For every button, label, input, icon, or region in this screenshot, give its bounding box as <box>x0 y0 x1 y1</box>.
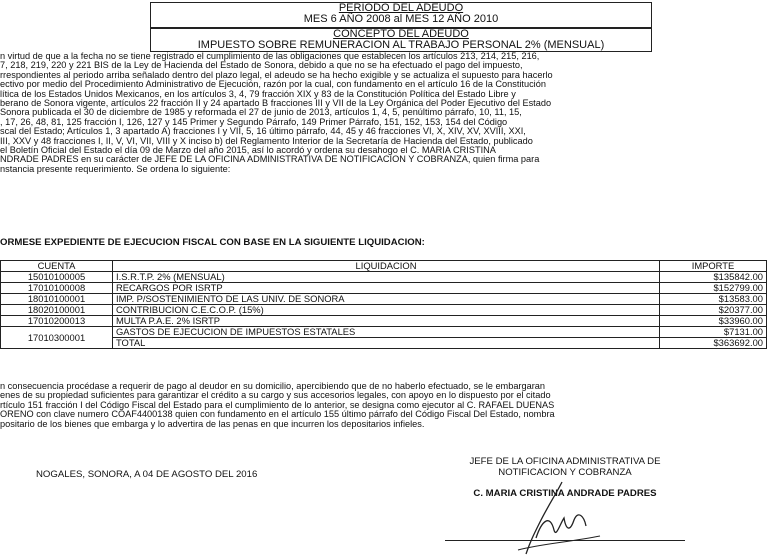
concept-cell: RECARGOS POR ISRTP <box>113 283 660 294</box>
total-label: TOTAL <box>113 338 660 349</box>
header-liquidation: LIQUIDACION <box>113 261 660 272</box>
amount-cell: $33960.00 <box>660 316 767 327</box>
signer-name: C. MARIA CRISTINA ANDRADE PADRES <box>473 488 657 499</box>
total-amount: $363692.00 <box>660 338 767 349</box>
paragraph-line: scal del Estado; Artículos 1, 3 apartado A) fracciones I y VII, 5, 16 último párrafo, 44, 45 y 46 fracciones VI, X, XIV, XV, XVIII, XXI, <box>0 127 526 137</box>
paragraph-line: n virtud de que a la fecha no se tiene registrado el cumplimiento de las obligaciones que establecen los artículos 213, 214, 215, 216, <box>0 52 540 61</box>
paragraph-line: n consecuencia procédase a requerir de pago al deudor en su domicilio, apercibiendo que de no haberlo efectuado, se le embargaran <box>0 382 545 391</box>
paragraph-line: 7, 218, 219, 220 y 221 BIS de la Ley de Hacienda del Estado de Sonora, debido a que no se ha efectuado el pago del impuesto, <box>0 61 523 71</box>
paragraph-line: ectivo por medio del Procedimiento Administrativo de Ejecución, razón por la cual, con fundamento en el artículo 16 de la Constitución <box>0 80 546 90</box>
paragraph-line: rrespondientes al periodo arriba señalado dentro del plazo legal, el adeudo se ha hecho exigible y se actualiza el supuesto para hacerlo <box>0 70 553 80</box>
table-row <box>1 327 767 338</box>
handwritten-signature <box>500 480 620 556</box>
period-range: MES 6 AÑO 2008 al MES 12 AÑO 2010 <box>303 13 499 25</box>
table-row <box>1 283 767 294</box>
header-amount: IMPORTE <box>660 261 767 272</box>
account-cell: 17010100008 <box>1 283 113 294</box>
paragraph-line: positario de los bienes que embarga y lo advertira de las penas en que incurren los depositarios infieles. <box>0 419 425 429</box>
concept-cell: IMP. P/SOSTENIMIENTO DE LAS UNIV. DE SONORA <box>113 294 660 305</box>
table-row <box>1 294 767 305</box>
paragraph-line: Sonora publicada el 30 de diciembre de 1985 y reformada el 27 de junio de 2013, artículos 1, 4, 5, penúltimo párrafo, 10, 11, 15, <box>0 108 522 118</box>
table-header-row <box>1 261 767 272</box>
consequence-paragraph <box>0 382 773 429</box>
table-total-row <box>1 338 767 349</box>
period-heading: PERIODO DEL ADEUDO <box>338 2 464 14</box>
signature-line <box>445 540 685 541</box>
concept-box <box>150 28 652 52</box>
account-cell: 18010100001 <box>1 294 113 305</box>
paragraph-line: enes de su propiedad suficientes para garantizar el crédito a su cargo y sus accesorios legales, con apoyo en lo dispuesto por el citado <box>0 391 551 401</box>
paragraph-line: ORENO con clave numero COAF4400138 quien con fundamento en el artículo 155 último párrafo del Código Fiscal Del Estado, nombra <box>0 410 555 420</box>
account-cell: 15010100005 <box>1 272 113 283</box>
account-cell: 18020100001 <box>1 305 113 316</box>
table-row <box>1 305 767 316</box>
form-heading: ORMESE EXPEDIENTE DE EJECUCION FISCAL CON BASE EN LA SIGUIENTE LIQUIDACION: <box>0 237 425 248</box>
amount-cell: $7131.00 <box>660 327 767 338</box>
place-date: NOGALES, SONORA, A 04 DE AGOSTO DEL 2016 <box>36 469 258 480</box>
amount-cell: $20377.00 <box>660 305 767 316</box>
paragraph-line: rtículo 151 fracción I del Código Fiscal del Estado para el cumplimiento de lo anterior, se designa como ejecutor al C. RAFAEL DUEÑAS <box>0 400 555 410</box>
paragraph-line: berano de Sonora vigente, artículos 22 fracción II y 24 apartado B fracciones III y VII de la Ley Orgánica del Poder Ejecutivo del Estado <box>0 99 552 109</box>
concept-cell: GASTOS DE EJECUCION DE IMPUESTOS ESTATALES <box>113 327 660 338</box>
legal-basis-paragraph <box>0 52 773 174</box>
period-box <box>150 2 652 28</box>
paragraph-line: lítica de los Estados Unidos Mexicanos, en los artículos 3, 4, 79 fracción XIX y 83 de la Constitución Política del Estado Libre y <box>0 89 516 99</box>
amount-cell: $13583.00 <box>660 294 767 305</box>
amount-cell: $135842.00 <box>660 272 767 283</box>
concept-text: IMPUESTO SOBRE REMUNERACION AL TRABAJO PERSONAL 2% (MENSUAL) <box>197 39 605 51</box>
liquidation-table <box>0 260 767 349</box>
account-cell: 17010300001 <box>1 327 113 349</box>
table-row <box>1 316 767 327</box>
concept-heading: CONCEPTO DEL ADEUDO <box>333 28 469 40</box>
paragraph-line: el Boletín Oficial del Estado el día 09 de Marzo del año 2015, así lo acordó y ordena su desahogo el C. MARIA CRISTINA <box>0 146 496 156</box>
header-account: CUENTA <box>1 261 113 272</box>
concept-cell: CONTRIBUCION C.E.C.O.P. (15%) <box>113 305 660 316</box>
signer-title-line2: NOTIFICACION Y COBRANZA <box>498 467 632 478</box>
paragraph-line: , 17, 26, 48, 81, 125 fracción I, 126, 127 y 145 Primer y Segundo Párrafo, 149 Primer Párrafo, 151, 152, 153, 154 del Código <box>0 117 508 127</box>
concept-cell: MULTA P.A.E. 2% ISRTP <box>113 316 660 327</box>
concept-cell: I.S.R.T.P. 2% (MENSUAL) <box>113 272 660 283</box>
signer-title-line1: JEFE DE LA OFICINA ADMINISTRATIVA DE <box>469 456 661 467</box>
paragraph-line: NDRADE PADRES en su carácter de JEFE DE LA OFICINA ADMINISTRATIVA DE NOTIFICACION Y COBRANZA, quien firma para <box>0 155 540 165</box>
amount-cell: $152799.00 <box>660 283 767 294</box>
account-cell: 17010200013 <box>1 316 113 327</box>
table-row <box>1 272 767 283</box>
paragraph-line: nstancia presente requerimiento. Se ordena lo siguiente: <box>0 164 231 174</box>
paragraph-line: III, XXV y 48 fracciones I, II, V, VI, VII, VIII y X inciso b) del Reglamento Interior de la Secretaría de Hacienda del Estado, publicado <box>0 136 533 146</box>
